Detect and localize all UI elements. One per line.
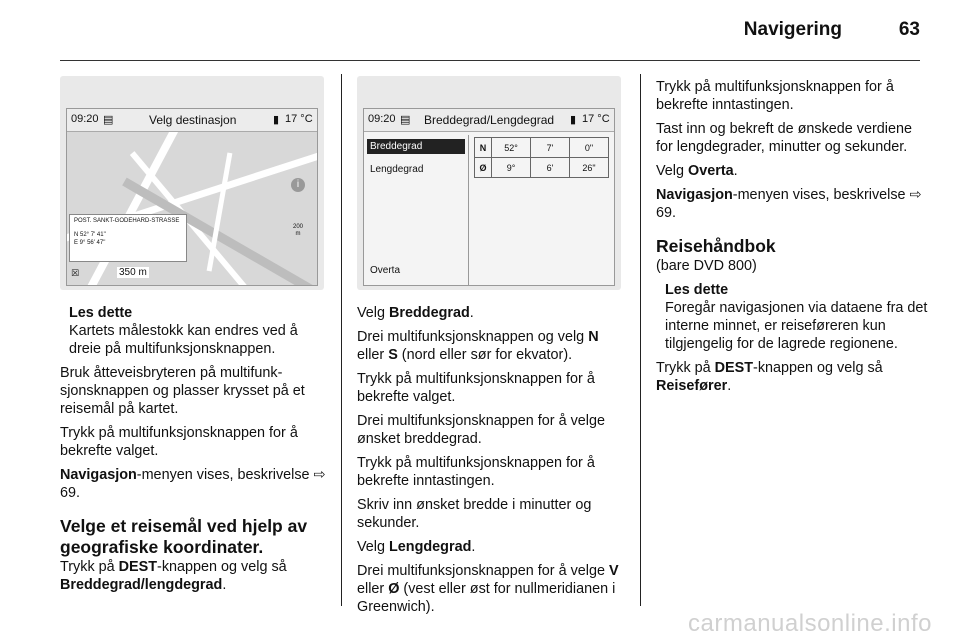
section-subtitle: (bare DVD 800) [656,258,757,274]
paragraph-text: . [471,539,476,555]
paragraph [357,538,625,556]
hemisphere-lon[interactable]: Ø [475,158,492,178]
bold-term: Navigasjon [60,467,137,483]
page-number: 63 [898,19,920,40]
column-3 [656,78,928,401]
seconds-lon[interactable]: 26" [570,158,609,178]
menu-item-overta[interactable]: Overta [370,265,401,276]
paragraph [656,359,928,395]
paragraph-text: (vest eller øst for nullmeridianen i Greenwich). [357,581,616,615]
watermark: carmanualsonline.info [688,610,932,637]
clock: 09:20 [368,113,396,125]
coordinate-screenshot-frame [357,76,621,290]
paragraph [656,186,928,222]
map-screen-topbar [67,109,317,132]
paragraph-text: Trykk på [60,559,119,575]
paragraph-text: Trykk på [656,360,715,376]
bold-term: DEST [118,559,158,575]
close-icon[interactable]: ☒ [71,268,80,278]
bold-term: N [588,329,599,345]
paragraph: Trykk på multifunksjonsknappen for å bekrefte inntastingen. [357,455,595,489]
paragraph: Tast inn og bekreft de ønskede verdiene for lengdegrader, minutter og sekunder. [656,121,912,155]
nav-icon: ▤ [400,114,411,126]
note-box [656,281,928,353]
page-ref-link[interactable]: 69. [656,205,677,221]
bold-term: Ø [388,581,400,597]
paragraph: Trykk på multifunksjonsknappen for å bekrefte inntastingen. [656,79,894,113]
coordinate-screen [363,108,615,286]
bold-term: Breddegrad/lengdegrad [60,577,223,593]
scale-indicator-right [293,224,303,238]
paragraph-text: Drei multifunksjonsknappen for å velge [357,563,609,579]
paragraph: Drei multifunksjonsknappen for å velge ønsket breddegrad. [357,413,605,447]
paragraph-text: -menyen vises, beskrivelse [732,187,910,203]
degrees-lon[interactable]: 9° [492,158,531,178]
screen-title: Breddegrad/Lengdegrad [424,113,555,127]
scale-bar-label: 350 m [119,267,147,278]
bold-term: Navigasjon [656,187,733,203]
paragraph: Trykk på multifunksjonsknappen for å bekrefte valget. [357,371,595,405]
menu-divider [468,135,469,285]
note-text: Foregår navigasjonen via dataene fra det interne minnet, er reiseføreren kun tilgjengelig for de lagrede regionene. [665,300,928,352]
scale-right-unit: m [295,231,301,237]
street-name: POST. SANKT-GODEHARD-STRASSE [74,218,180,224]
bold-term: Breddegrad [389,305,470,321]
info-icon[interactable]: i [291,178,305,192]
paragraph-text: -menyen vises, beskrivelse [136,467,314,483]
menu-item-lengdegrad[interactable]: Lengdegrad [370,164,424,175]
column-divider-2 [640,74,641,606]
paragraph-text: . [222,577,227,593]
screen-title: Velg destinasjon [149,113,237,127]
nav-icon: ▤ [103,114,114,126]
latitude-readout: N 52° 7' 41" [74,232,106,238]
longitude-readout: E 9° 56' 47" [74,240,106,246]
paragraph-text: Velg [357,305,390,321]
location-popup [69,214,187,262]
note-text: Kartets målestokk kan endres ved å dreie på multifunksjonsknappen. [69,323,298,357]
paragraph-text: -knappen og velg så [753,360,883,376]
menu-item-breddegrad[interactable]: Breddegrad [367,139,465,154]
seconds-lat[interactable]: 0" [570,138,609,158]
column-1 [60,304,328,600]
paragraph [656,162,928,180]
coordinate-row-lon [475,158,609,178]
map-screen [66,108,318,286]
paragraph-text: Velg [656,163,689,179]
paragraph [357,328,625,364]
bold-term: V [608,563,619,579]
temperature: 17 °C [582,113,610,125]
temperature: 17 °C [285,113,313,125]
header-rule [60,60,920,61]
paragraph [60,558,328,594]
clock: 09:20 [71,113,99,125]
note-title: Les dette [69,305,133,321]
thermometer-icon: ▮ [273,114,280,126]
section-heading: Reisehåndbok [656,236,776,256]
coordinate-screen-topbar [364,109,614,132]
paragraph-text: . [733,163,738,179]
column-2 [357,304,625,622]
paragraph-text: Velg [357,539,390,555]
paragraph: Trykk på multifunksjonsknappen for å bekrefte valget. [60,425,298,459]
paragraph [357,304,625,322]
bold-term: S [388,347,398,363]
minutes-lon[interactable]: 6' [531,158,570,178]
page-header-title: Navigering [743,19,842,40]
note-title: Les dette [665,282,729,298]
degrees-lat[interactable]: 52° [492,138,531,158]
bold-term: Lengdegrad [389,539,472,555]
paragraph [60,466,328,502]
thermometer-icon: ▮ [570,114,577,126]
section-heading: Velge et reisemål ved hjelp av geografiske koordinater. [60,516,308,557]
page-ref-link[interactable]: 69. [60,485,81,501]
map-screenshot-frame [60,76,324,290]
bold-term: DEST [714,360,754,376]
paragraph: Bruk åtteveisbryteren på multifunksjonsknappen og plasser krysset på et reisemål på kartet. [60,365,305,417]
page-ref-arrow-icon: ⇨ [909,187,922,203]
bold-term: Reisefører [656,378,728,394]
paragraph-text: eller [357,347,389,363]
bold-term: Overta [688,163,734,179]
coordinate-row-lat [475,138,609,158]
paragraph-text: (nord eller sør for ekvator). [397,347,573,363]
coordinate-table [474,137,609,178]
paragraph [357,562,625,616]
paragraph-text: -knappen og velg så [157,559,287,575]
scale-right-value: 200 [293,224,304,230]
map-view[interactable] [67,132,317,285]
column-divider-1 [341,74,342,606]
paragraph-text: Drei multifunksjonsknappen og velg [357,329,589,345]
page-ref-arrow-icon: ⇨ [313,467,326,483]
paragraph: Skriv inn ønsket bredde i minutter og sekunder. [357,497,592,531]
paragraph-text: . [469,305,474,321]
paragraph-text: . [727,378,732,394]
paragraph-text: eller [357,581,389,597]
minutes-lat[interactable]: 7' [531,138,570,158]
hemisphere-lat[interactable]: N [475,138,492,158]
note-box [60,304,328,358]
